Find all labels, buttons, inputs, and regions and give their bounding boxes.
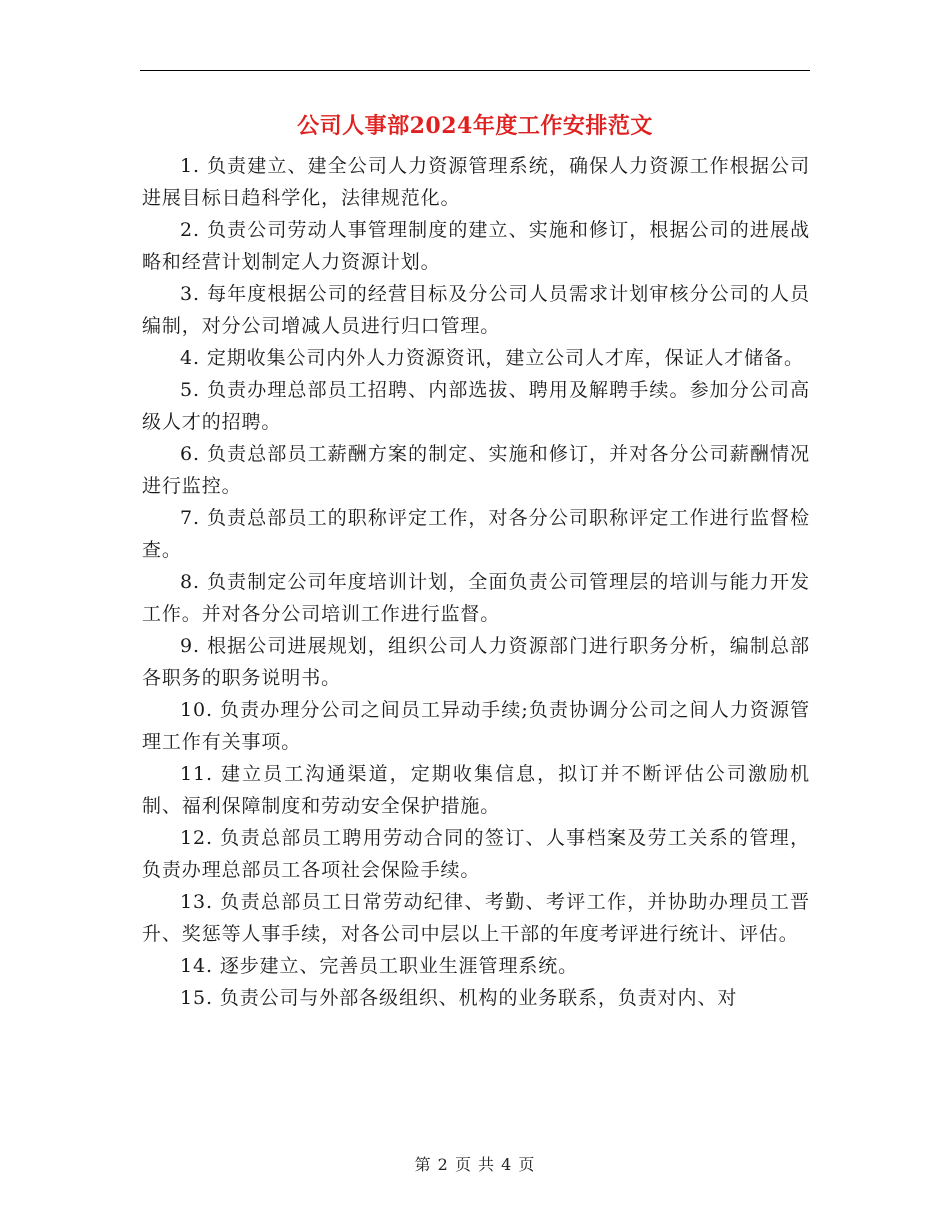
paragraph-13: 13. 负责总部员工日常劳动纪律、考勤、考评工作，并协助办理员工晋升、奖惩等人事手续，对各公司中层以上干部的年度考评进行统计、评估。 <box>142 891 810 945</box>
paragraph-14: 14. 逐步建立、完善员工职业生涯管理系统。 <box>180 955 579 977</box>
paragraph-12: 12. 负责总部员工聘用劳动合同的签订、人事档案及劳工关系的管理，负责办理总部员工各项社会保险手续。 <box>142 827 810 881</box>
paragraph-5: 5. 负责办理总部员工招聘、内部选拔、聘用及解聘手续。参加分公司高级人才的招聘。 <box>142 379 810 433</box>
paragraph-6: 6. 负责总部员工薪酬方案的制定、实施和修订，并对各分公司薪酬情况进行监控。 <box>142 443 810 497</box>
paragraph-8: 8. 负责制定公司年度培训计划，全面负责公司管理层的培训与能力开发工作。并对各分公司培训工作进行监督。 <box>142 571 810 625</box>
page-number-footer: 第 2 页 共 4 页 <box>414 1155 536 1174</box>
paragraph-4: 4. 定期收集公司内外人力资源资讯，建立公司人才库，保证人才储备。 <box>180 347 804 369</box>
paragraph-2: 2. 负责公司劳动人事管理制度的建立、实施和修订，根据公司的进展战略和经营计划制定人力资源计划。 <box>142 219 810 273</box>
document-title: 公司人事部2024年度工作安排范文 <box>297 113 653 139</box>
paragraph-11: 11. 建立员工沟通渠道，定期收集信息，拟订并不断评估公司激励机制、福利保障制度和劳动安全保护措施。 <box>142 763 810 817</box>
paragraph-10: 10. 负责办理分公司之间员工异动手续;负责协调分公司之间人力资源管理工作有关事项。 <box>142 699 810 753</box>
header-rule <box>140 70 810 71</box>
document-body <box>142 150 810 1014</box>
paragraph-1: 1. 负责建立、建全公司人力资源管理系统，确保人力资源工作根据公司进展目标日趋科学化，法律规范化。 <box>142 155 810 209</box>
paragraph-7: 7. 负责总部员工的职称评定工作，对各分公司职称评定工作进行监督检查。 <box>142 507 810 561</box>
paragraph-15: 15. 负责公司与外部各级组织、机构的业务联系，负责对内、对 <box>180 987 738 1009</box>
paragraph-9: 9. 根据公司进展规划，组织公司人力资源部门进行职务分析，编制总部各职务的职务说明书。 <box>142 635 810 689</box>
paragraph-3: 3. 每年度根据公司的经营目标及分公司人员需求计划审核分公司的人员编制，对分公司增减人员进行归口管理。 <box>142 283 810 337</box>
